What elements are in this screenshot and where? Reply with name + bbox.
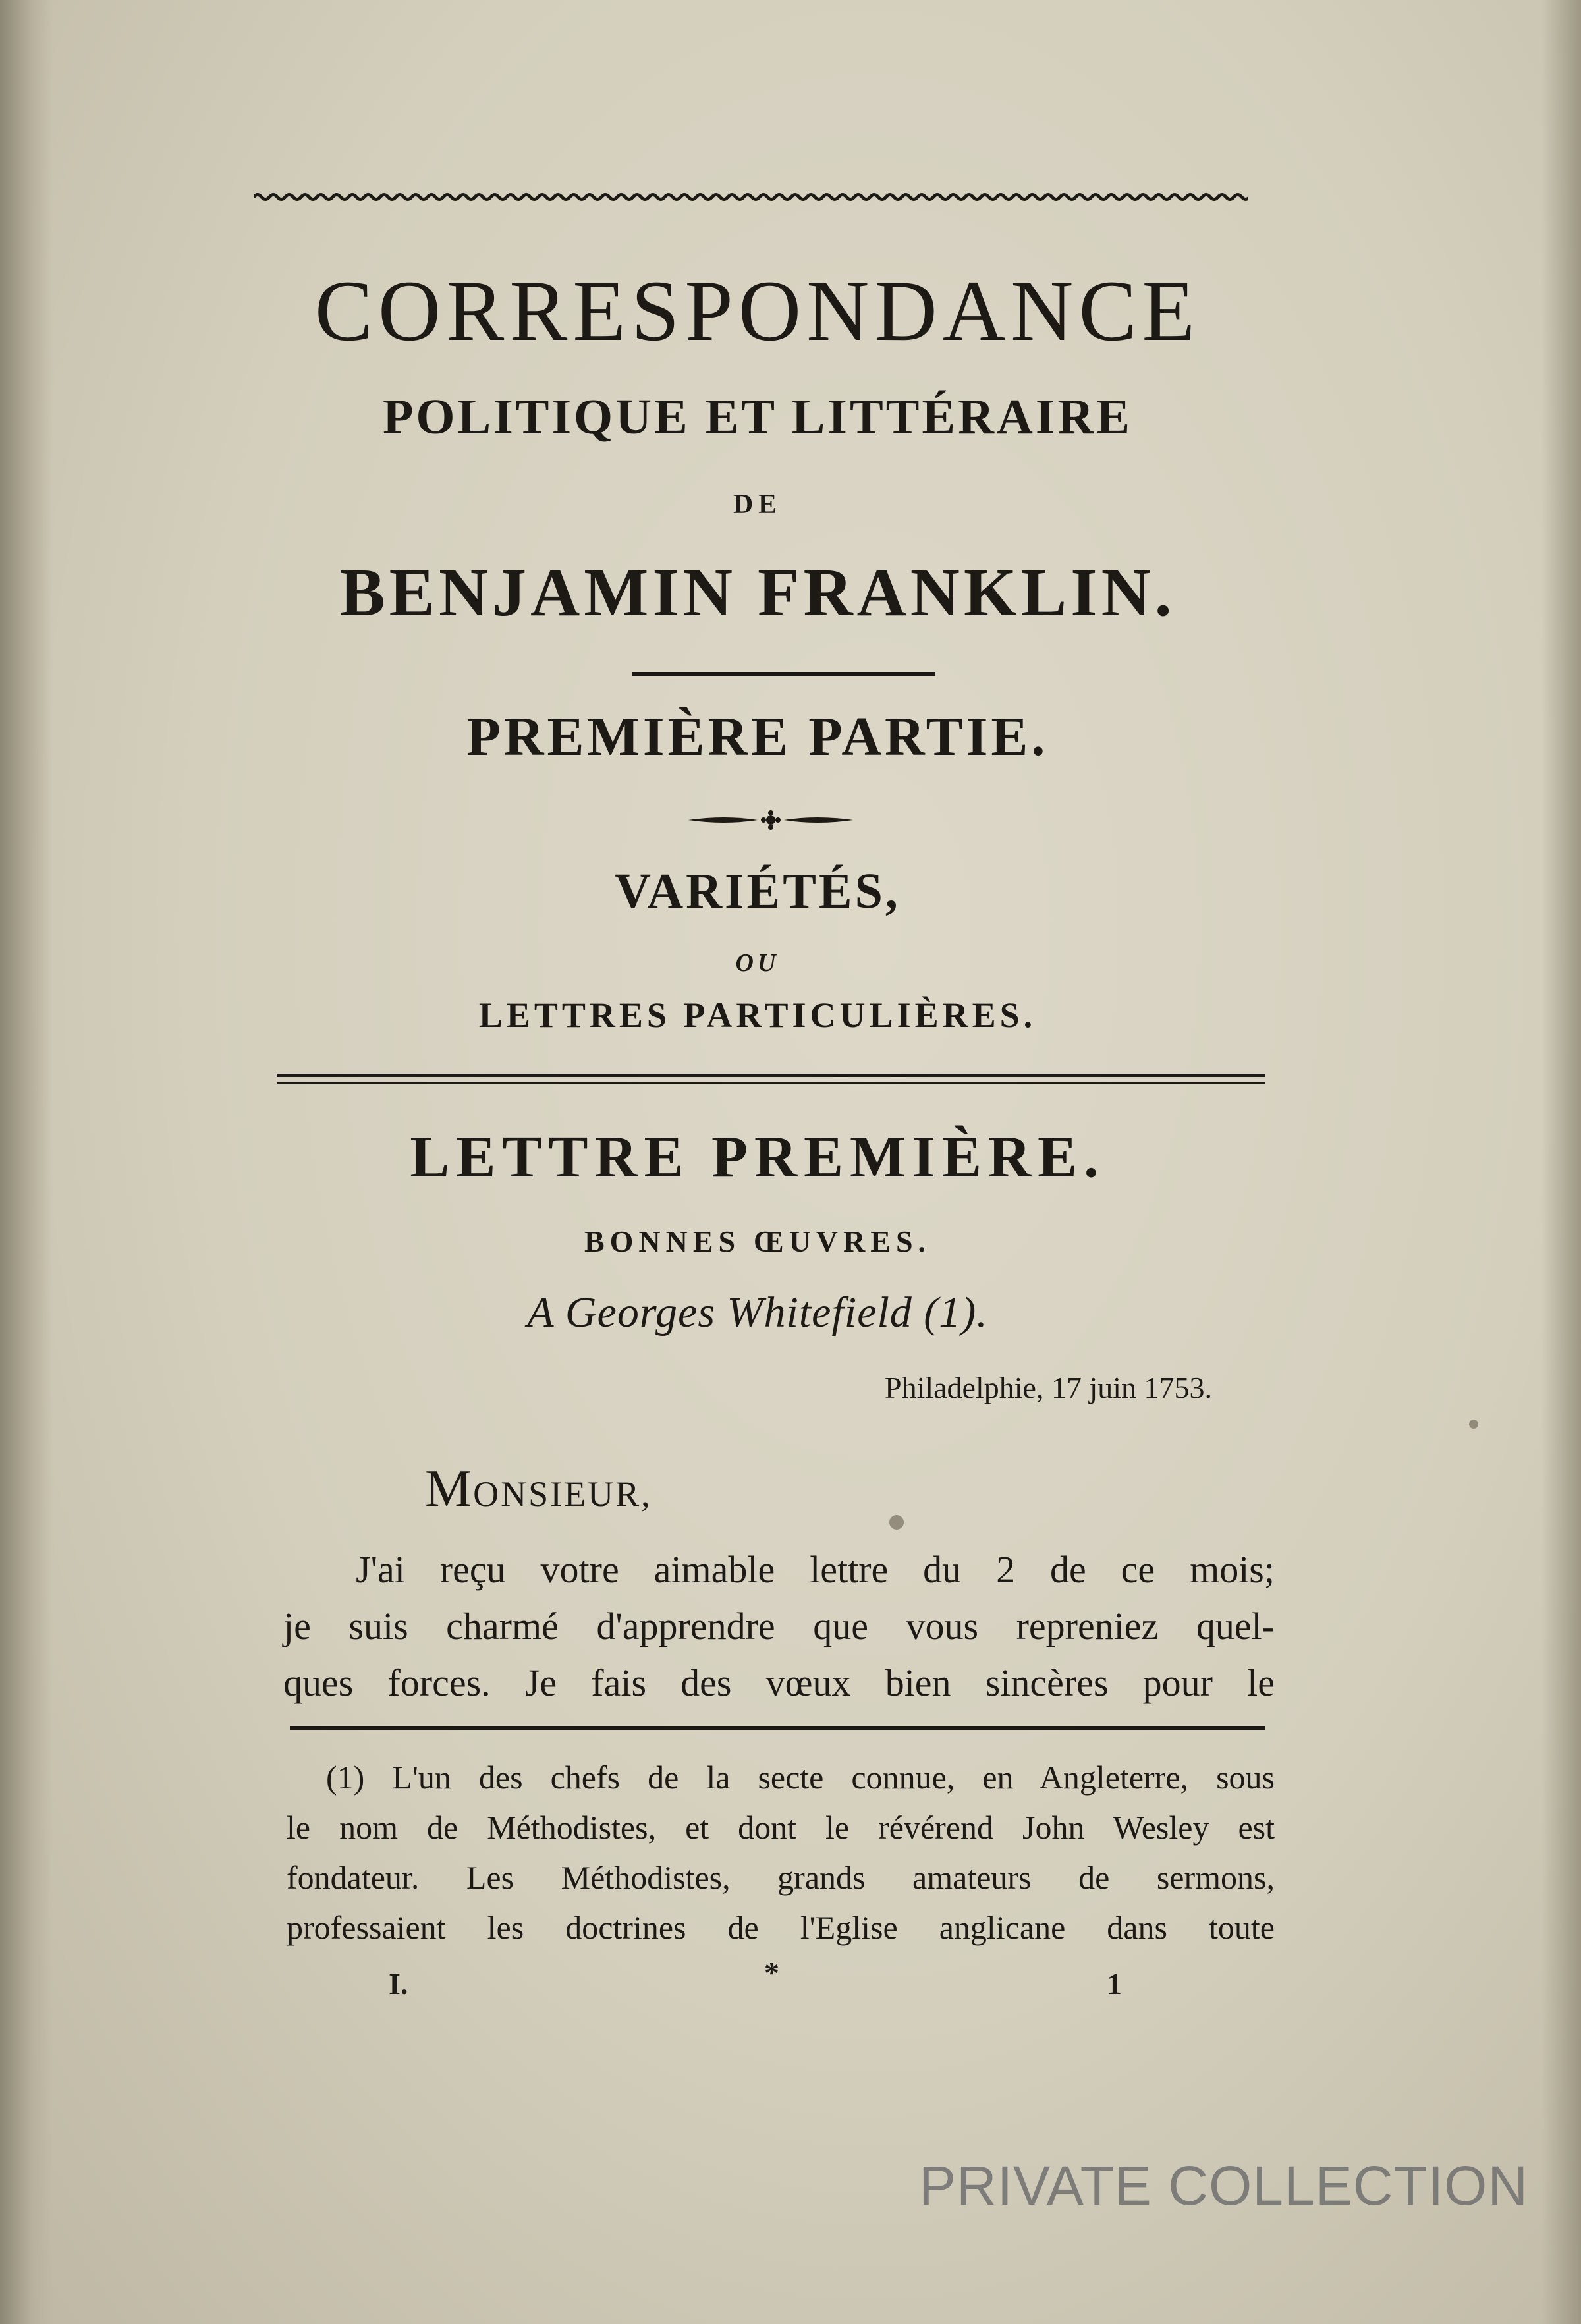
letter-heading: LETTRE PREMIÈRE. bbox=[410, 1124, 1105, 1190]
title-preposition: DE bbox=[733, 489, 783, 520]
book-title: CORRESPONDANCE bbox=[314, 262, 1201, 359]
page-gutter-shadow bbox=[0, 0, 53, 2324]
letter-topic: BONNES ŒUVRES. bbox=[584, 1225, 931, 1258]
double-rule bbox=[277, 1074, 1265, 1087]
section-title: VARIÉTÉS, bbox=[615, 864, 901, 919]
letter-addressee: A Georges Whitefield (1). bbox=[527, 1288, 988, 1337]
sheet-signature: 1 bbox=[1107, 1967, 1122, 2001]
letter-body bbox=[283, 1541, 1275, 1711]
page-edge-shadow bbox=[1541, 0, 1581, 2324]
footnote-line: fondateur. Les Méthodistes, grands amateurs de sermons, bbox=[287, 1859, 1275, 1896]
footnote-line: professaient les doctrines de l'Eglise anglicane dans toute bbox=[287, 1909, 1275, 1946]
footnote-line: (1) L'un des chefs de la secte connue, en Angleterre, sous bbox=[326, 1759, 1275, 1796]
footnote bbox=[287, 1752, 1275, 1952]
salutation-rest: ONSIEUR, bbox=[473, 1474, 652, 1514]
letter-dateline: Philadelphie, 17 juin 1753. bbox=[884, 1371, 1212, 1404]
part-heading: PREMIÈRE PARTIE. bbox=[466, 706, 1049, 767]
foxing-spot bbox=[889, 1515, 904, 1530]
letter-salutation bbox=[425, 1459, 652, 1519]
watermark-text: PRIVATE COLLECTION bbox=[919, 2155, 1529, 2217]
body-line: je suis charmé d'apprendre que vous repreniez quel- bbox=[283, 1605, 1275, 1647]
footnote-line: le nom de Méthodistes, et dont le révérend John Wesley est bbox=[287, 1809, 1275, 1846]
author-name: BENJAMIN FRANKLIN. bbox=[339, 555, 1176, 630]
title-divider-rule bbox=[632, 672, 935, 676]
book-subtitle: POLITIQUE ET LITTÉRAIRE bbox=[382, 389, 1133, 445]
body-line: ques forces. Je fais des vœux bien sincères pour le bbox=[283, 1661, 1275, 1704]
section-subtitle: LETTRES PARTICULIÈRES. bbox=[478, 995, 1037, 1035]
wavy-ornamental-rule bbox=[254, 191, 1248, 203]
footnote-rule bbox=[290, 1726, 1265, 1730]
fleuron-ornament bbox=[685, 807, 856, 833]
volume-signature: I. bbox=[389, 1967, 408, 2001]
body-line: J'ai reçu votre aimable lettre du 2 de ce mois; bbox=[356, 1548, 1275, 1591]
foxing-spot bbox=[1469, 1420, 1478, 1429]
salutation-initial: M bbox=[425, 1460, 474, 1518]
section-conjunction: OU bbox=[735, 949, 780, 977]
signature-star: * bbox=[764, 1956, 779, 1989]
